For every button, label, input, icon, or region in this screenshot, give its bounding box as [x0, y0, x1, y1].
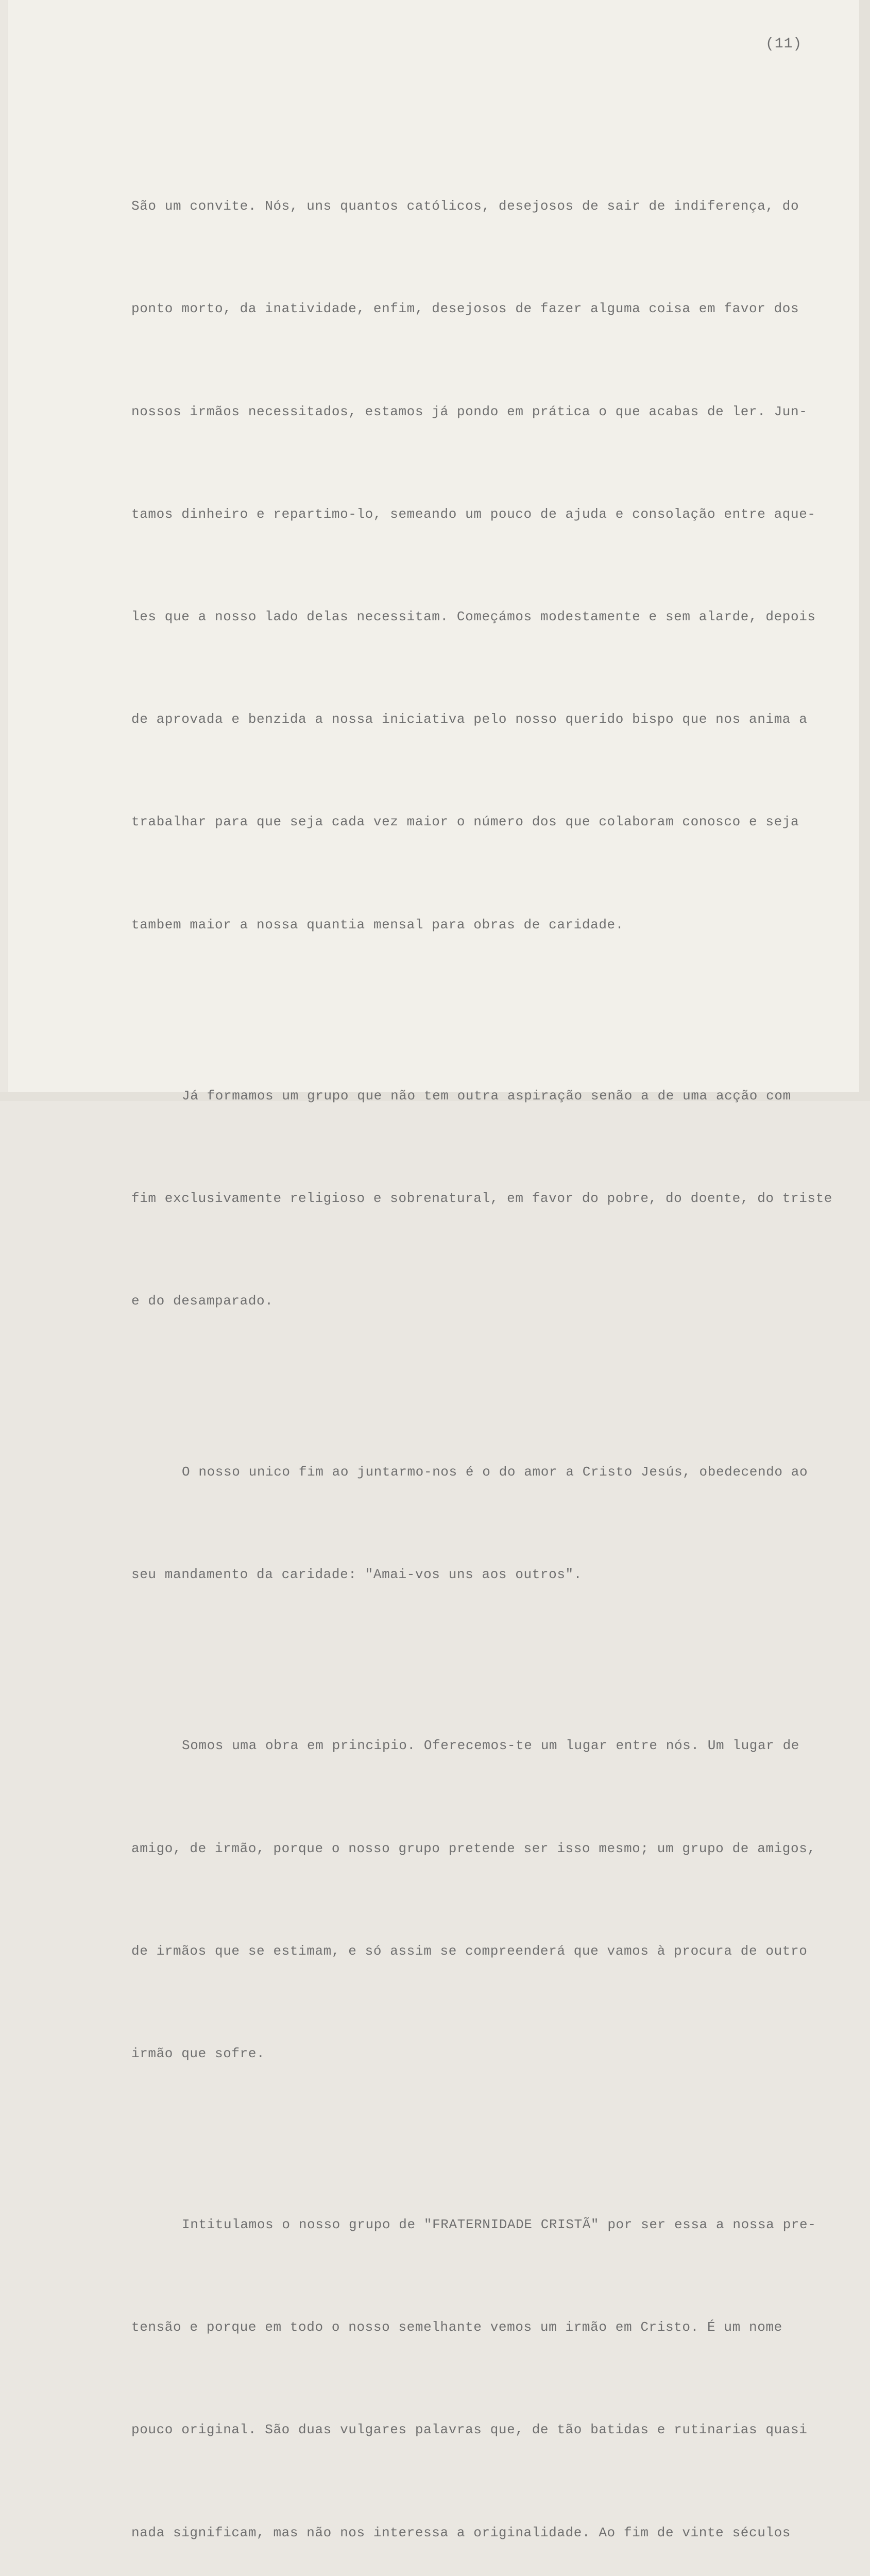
text-line: les que a nosso lado delas necessitam. Começámos modestamente e sem alarde, depois [131, 609, 816, 625]
typed-text-body [131, 87, 850, 2576]
text-line: fim exclusivamente religioso e sobrenatural, em favor do pobre, do doente, do triste [131, 1190, 833, 1206]
text-line: tambem maior a nossa quantia mensal para obras de caridade. [131, 917, 624, 933]
text-line: Somos uma obra em principio. Oferecemos-te um lugar entre nós. Um lugar de [182, 1738, 799, 1754]
text-line: de irmãos que se estimam, e só assim se compreenderá que vamos à procura de outro [131, 1943, 808, 1959]
text-line: irmão que sofre. [131, 2045, 265, 2061]
text-line: Já formamos um grupo que não tem outra aspiração senão a de uma acção com [182, 1088, 791, 1104]
text-line: pouco original. São duas vulgares palavras que, de tão batidas e rutinarias quasi [131, 2422, 808, 2438]
text-line: Intitulamos o nosso grupo de "FRATERNIDADE CRISTÃ" por ser essa a nossa pre- [182, 2216, 816, 2232]
text-line: tamos dinheiro e repartimo-lo, semeando um pouco de ajuda e consolação entre aque- [131, 506, 816, 522]
scan-right-edge [859, 0, 870, 1101]
text-line: seu mandamento da caridade: "Amai-vos uns aos outros". [131, 1567, 582, 1583]
text-line: O nosso unico fim ao juntarmo-nos é o do amor a Cristo Jesús, obedecendo ao [182, 1464, 808, 1480]
text-line: trabalhar para que seja cada vez maior o número dos que colaboram conosco e seja [131, 814, 799, 830]
text-line: nada significam, mas não nos interessa a originalidade. Ao fim de vinte séculos [131, 2524, 791, 2540]
text-line: de aprovada e benzida a nossa iniciativa pelo nosso querido bispo que nos anima a [131, 711, 808, 727]
text-line: tensão e porque em todo o nosso semelhante vemos um irmão em Cristo. É um nome [131, 2319, 782, 2335]
text-line: amigo, de irmão, porque o nosso grupo pretende ser isso mesmo; um grupo de amigos, [131, 1840, 816, 1856]
page-number: (11) [765, 36, 803, 52]
text-line: ponto morto, da inatividade, enfim, desejosos de fazer alguma coisa em favor dos [131, 301, 799, 317]
text-line: e do desamparado. [131, 1293, 274, 1309]
text-line: São um convite. Nós, uns quantos católicos, desejosos de sair de indiferença, do [131, 198, 799, 214]
text-line: nossos irmãos necessitados, estamos já pondo em prática o que acabas de ler. Jun- [131, 403, 808, 419]
